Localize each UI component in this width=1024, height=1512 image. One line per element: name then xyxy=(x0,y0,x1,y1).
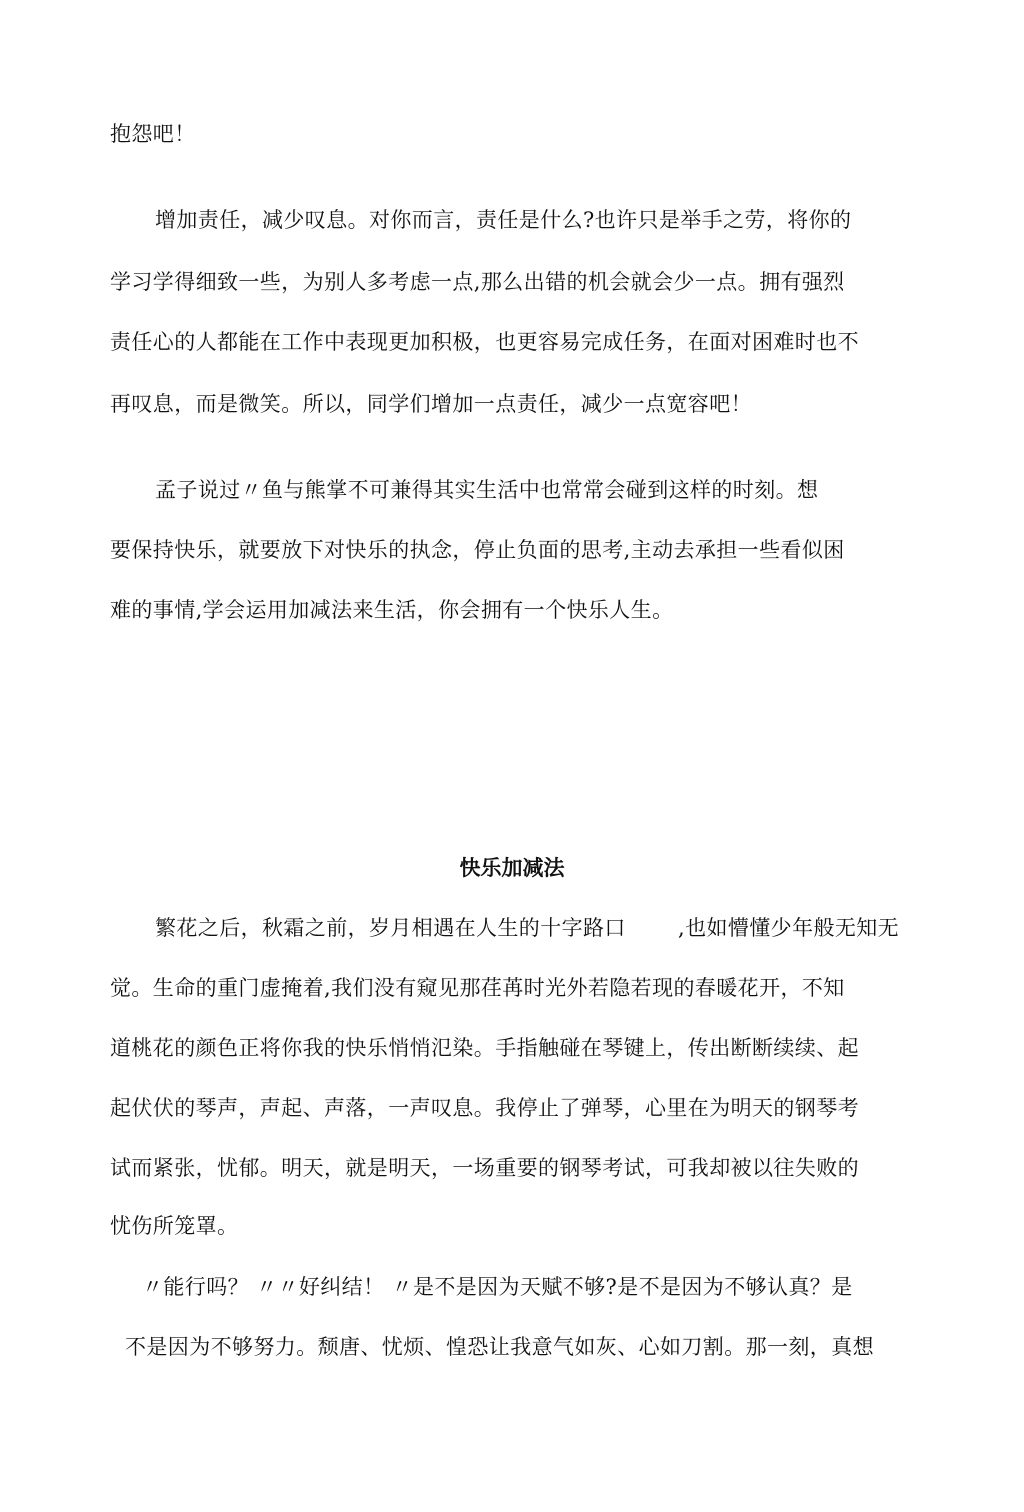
paragraph-line: 试而紧张，忧郁。明天，就是明天，一场重要的钢琴考试，可我却被以往失败的 xyxy=(110,1156,859,1180)
paragraph-line: 不是因为不够努力。颓唐、忧烦、惶恐让我意气如灰、心如刀割。那一刻，真想 xyxy=(125,1335,874,1359)
paragraph-line: 孟子说过〃鱼与熊掌不可兼得其实生活中也常常会碰到这样的时刻。想 xyxy=(155,478,819,502)
paragraph-line: 〃能行吗？ 〃〃好纠结！ 〃是不是因为天赋不够?是不是因为不够认真？是 xyxy=(142,1275,853,1299)
paragraph-line: 道桃花的颜色正将你我的快乐悄悄氾染。手指触碰在琴键上，传出断断续续、起 xyxy=(110,1036,859,1060)
paragraph-line: 责任心的人都能在工作中表现更加积极，也更容易完成任务，在面对困难时也不 xyxy=(110,330,859,354)
paragraph-line: 起伏伏的琴声，声起、声落，一声叹息。我停止了弹琴，心里在为明天的钢琴考 xyxy=(110,1096,859,1120)
paragraph-line: 繁花之后，秋霜之前，岁月相遇在人生的十字路口 xyxy=(155,916,626,940)
paragraph-line: 学习学得细致一些，为别人多考虑一点,那么出错的机会就会少一点。拥有强烈 xyxy=(110,270,845,294)
paragraph-line: ,也如懵懂少年般无知无 xyxy=(678,916,900,940)
paragraph-line: 难的事情,学会运用加减法来生活，你会拥有一个快乐人生。 xyxy=(110,598,674,622)
paragraph-line: 再叹息，而是微笑。所以，同学们增加一点责任，减少一点宽容吧！ xyxy=(110,392,752,416)
paragraph-line: 抱怨吧！ xyxy=(110,122,196,146)
paragraph-line: 要保持快乐，就要放下对快乐的执念，停止负面的思考,主动去承担一些看似困 xyxy=(110,538,845,562)
paragraph-line: 觉。生命的重门虚掩着,我们没有窥见那荏苒时光外若隐若现的春暖花开，不知 xyxy=(110,976,845,1000)
paragraph-line: 增加责任，减少叹息。对你而言，责任是什么?也许只是举手之劳，将你的 xyxy=(155,208,852,232)
paragraph-line: 忧伤所笼罩。 xyxy=(110,1214,239,1238)
section-title: 快乐加减法 xyxy=(459,855,565,880)
